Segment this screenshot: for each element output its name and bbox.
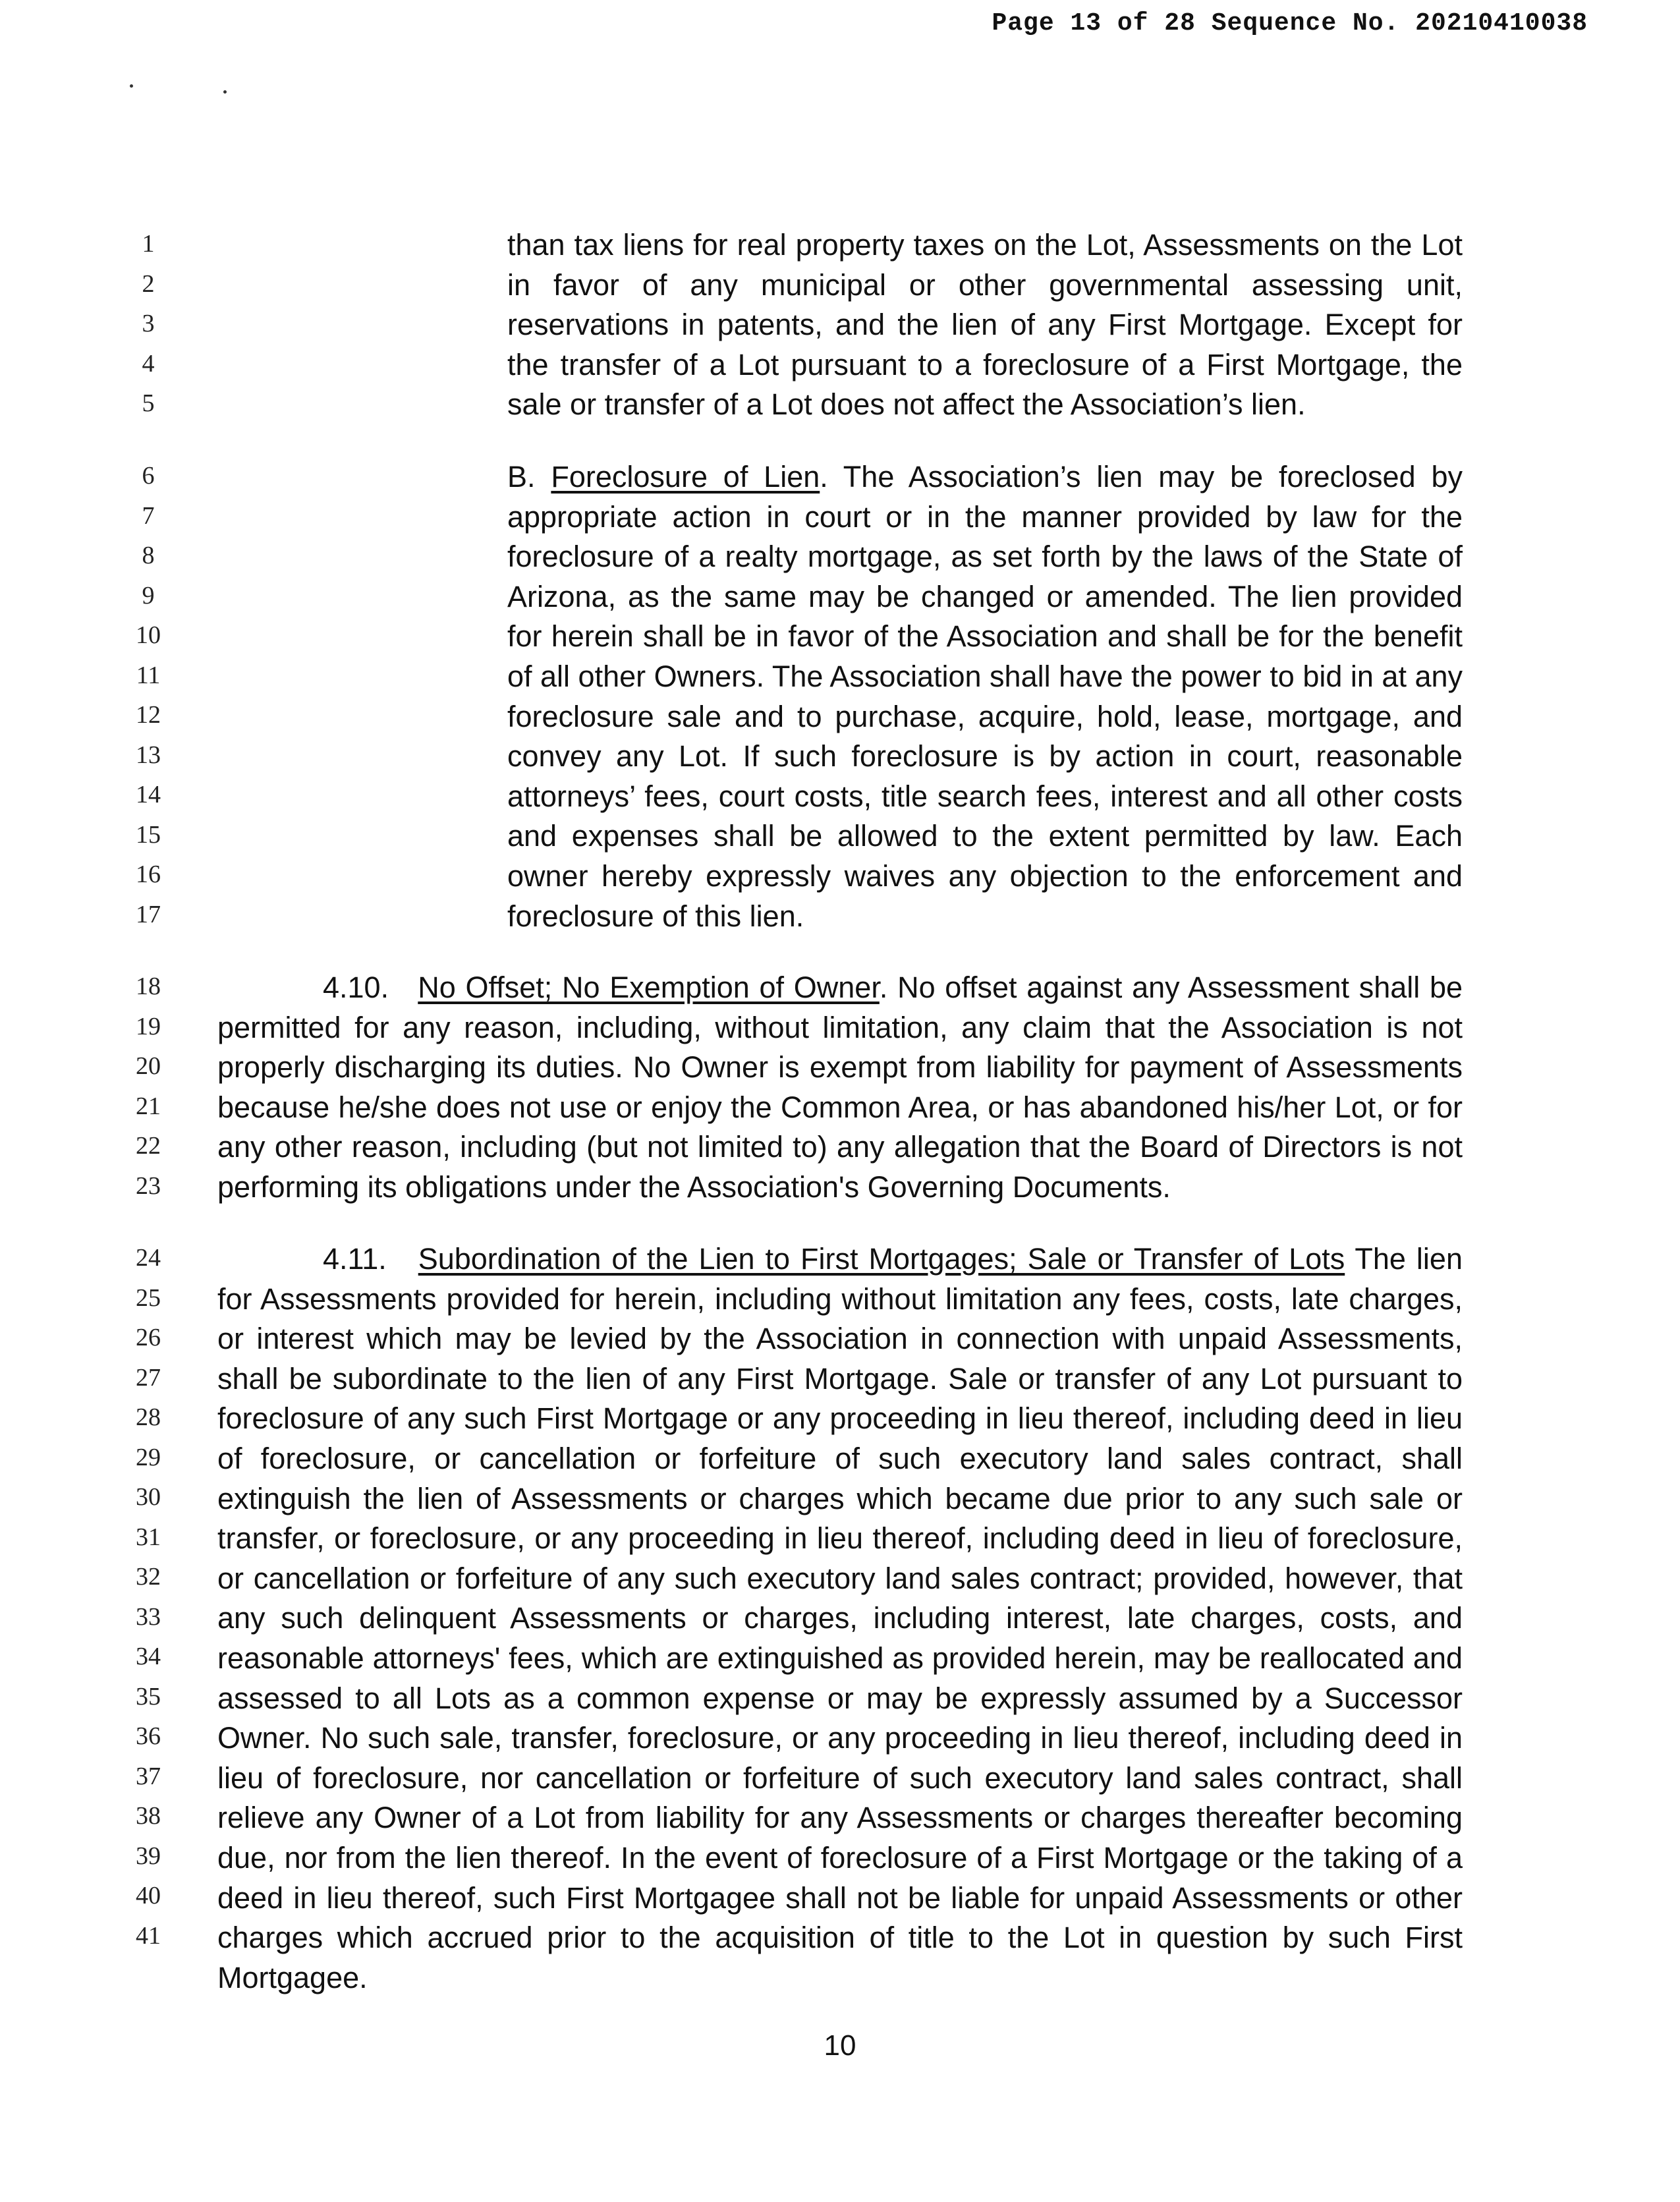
line-number: 25 bbox=[136, 1284, 161, 1312]
line-number: 26 bbox=[136, 1324, 161, 1351]
line-number: 33 bbox=[136, 1603, 161, 1631]
line-number: 24 bbox=[136, 1244, 161, 1272]
section-4-11-paragraph bbox=[217, 1239, 1463, 1998]
line-number: 7 bbox=[142, 502, 155, 530]
section-text: . No offset against any Assessment shall be permitted for any reason, including, without limitation, any claim that the Association is not properly discharging its duties. No Owner is exempt from liability for payment of Assessments because he/she does not use or enjoy the Common Area, or has abandoned his/her Lot, or for any other reason, including (but not limited to) any allegation that the Board of Directors is not performing its obligations under the Association's Governing Documents. bbox=[217, 971, 1463, 1204]
subsection-label: B. bbox=[507, 460, 536, 494]
line-number: 41 bbox=[136, 1922, 161, 1950]
line-number: 14 bbox=[136, 781, 161, 808]
section-4-10-body bbox=[217, 968, 1463, 1208]
page-sequence-header: Page 13 of 28 Sequence No. 20210410038 bbox=[992, 9, 1588, 38]
foreclosure-of-lien-body bbox=[507, 457, 1463, 936]
line-number: 28 bbox=[136, 1403, 161, 1431]
line-number: 21 bbox=[136, 1092, 161, 1120]
line-number: 29 bbox=[136, 1444, 161, 1471]
line-number: 15 bbox=[136, 821, 161, 849]
line-number: 35 bbox=[136, 1683, 161, 1710]
section-number: 4.11. bbox=[323, 1242, 387, 1276]
section-4-10-paragraph bbox=[217, 968, 1463, 1208]
line-number: 13 bbox=[136, 741, 161, 769]
line-number: 17 bbox=[136, 901, 161, 928]
lien-continuation-text: than tax liens for real property taxes on the Lot, Assessments on the Lot in favor of any municipal or other governmental assessing unit, reservations in patents, and the lien of any First Mortgage. Except for the transfer of a Lot pursuant to a foreclosure of a First Mortgage, the sale or transfer of a Lot does not affect the Association’s lien. bbox=[507, 228, 1463, 422]
section-heading: No Offset; No Exemption of Owner bbox=[418, 971, 880, 1004]
line-number: 23 bbox=[136, 1172, 161, 1200]
line-number: 37 bbox=[136, 1763, 161, 1790]
line-number: 27 bbox=[136, 1364, 161, 1392]
line-number: 11 bbox=[136, 662, 161, 689]
line-number: 9 bbox=[142, 582, 155, 609]
page-number-footer: 10 bbox=[824, 2029, 856, 2062]
section-heading: Subordination of the Lien to First Mortgages; Sale or Transfer of Lots bbox=[418, 1242, 1345, 1276]
line-number: 39 bbox=[136, 1842, 161, 1870]
subsection-heading: Foreclosure of Lien bbox=[551, 460, 820, 494]
section-text: The lien for Assessments provided for herein, including without limitation any fees, costs, late charges, or interest which may be levied by the Association in connection with unpaid Assessments, shall be subordinate to the lien of any First Mortgage. Sale or transfer of any Lot pursuant to foreclosure of any such First Mortgage or any proceeding in lieu thereof, including deed in lieu of foreclosure, or cancellation or forfeiture of such executory land sales contract, shall extinguish the lien of Assessments or charges which became due prior to any such sale or transfer, or foreclosure, or any proceeding in lieu thereof, including deed in lieu of foreclosure, or cancellation or forfeiture of any such executory land sales contract; provided, however, that any such delinquent Assessments or charges, including interest, late charges, costs, and reasonable attorneys' fees, which are extinguished as provided herein, may be reallocated and assessed to all Lots as a common expense or may be expressly assumed by a Successor Owner. No such sale, transfer, foreclosure, or any proceeding in lieu thereof, including deed in lieu of foreclosure, nor cancellation or forfeiture of such executory land sales contract, shall relieve any Owner of a Lot from liability for any Assessments or charges thereafter becoming due, nor from the lien thereof. In the event of foreclosure of a First Mortgage or the taking of a deed in lieu thereof, such First Mortgagee shall not be liable for unpaid Assessments or other charges which accrued prior to the acquisition of title to the Lot in question by such First Mortgagee. bbox=[217, 1242, 1463, 1994]
lien-continuation-paragraph bbox=[507, 225, 1463, 425]
line-number: 8 bbox=[142, 542, 155, 569]
line-number: 10 bbox=[136, 621, 161, 649]
line-number: 16 bbox=[136, 861, 161, 888]
line-number: 3 bbox=[142, 310, 155, 337]
line-number: 6 bbox=[142, 462, 155, 490]
foreclosure-of-lien-paragraph bbox=[507, 457, 1463, 936]
line-number: 12 bbox=[136, 701, 161, 729]
line-number: 4 bbox=[142, 350, 155, 378]
line-number: 5 bbox=[142, 389, 155, 417]
line-number: 30 bbox=[136, 1483, 161, 1511]
line-number: 22 bbox=[136, 1132, 161, 1160]
line-number: 38 bbox=[136, 1802, 161, 1830]
line-number: 34 bbox=[136, 1643, 161, 1670]
scan-speck bbox=[130, 84, 133, 88]
line-number: 40 bbox=[136, 1882, 161, 1909]
line-number: 20 bbox=[136, 1052, 161, 1080]
line-number: 31 bbox=[136, 1523, 161, 1551]
line-number: 2 bbox=[142, 270, 155, 298]
line-number: 32 bbox=[136, 1563, 161, 1591]
section-4-11-body bbox=[217, 1239, 1463, 1998]
line-number: 1 bbox=[142, 230, 155, 258]
line-number: 18 bbox=[136, 973, 161, 1000]
line-number: 36 bbox=[136, 1722, 161, 1750]
line-number: 19 bbox=[136, 1013, 161, 1040]
subsection-text: . The Association’s lien may be foreclosed by appropriate action in court or in the manner provided by law for the foreclosure of a realty mortgage, as set forth by the laws of the State of Arizona, as the same may be changed or amended. The lien provided for herein shall be in favor of the Association and shall be for the benefit of all other Owners. The Association shall have the power to bid in at any foreclosure sale and to purchase, acquire, hold, lease, mortgage, and convey any Lot. If such foreclosure is by action in court, reasonable attorneys’ fees, court costs, title search fees, interest and all other costs and expenses shall be allowed to the extent permitted by law. Each owner hereby expressly waives any objection to the enforcement and foreclosure of this lien. bbox=[507, 460, 1463, 933]
section-number: 4.10. bbox=[323, 971, 389, 1004]
scan-speck bbox=[223, 90, 227, 94]
